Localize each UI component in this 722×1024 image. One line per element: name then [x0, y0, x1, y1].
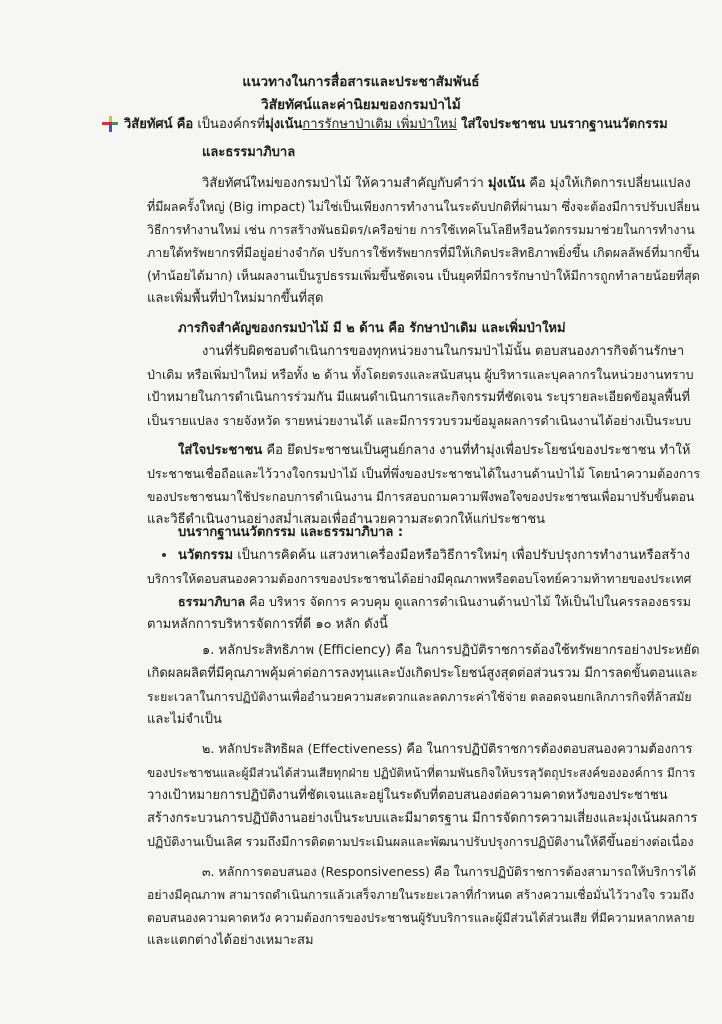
innovation-line: บริการให้ตอบสนองความต้องการของประชาชนได้อย่างมีคุณภาพหรือตอบโจทย์ความท้าทายของประเทศ	[147, 572, 692, 586]
principle-3-line: ๓. หลักการตอบสนอง (Responsiveness) คือ ในการปฏิบัติราชการต้องสามารถให้บริการได้	[202, 864, 697, 879]
vision-label: วิสัยทัศน์	[124, 117, 173, 132]
vision-para-line: ภายใต้ทรัพยากรที่มีอยู่อย่างจำกัด ปรับการใช้ทรัพยากรที่มีให้เกิดประสิทธิภาพยิ่งขึ้น เกิดผลลัพธ์ที่มากขึ้น	[147, 245, 700, 260]
vision-para-line: ที่มีผลครั้งใหญ่ (Big impact) ไม่ใช่เป็นเพียงการทำงานในระดับปกติที่ผ่านมา ซึ่งจะต้องมีการปรับเปลี่ยน	[147, 199, 700, 214]
mission-line: เป้าหมายในการดำเนินการร่วมกัน มีแผนดำเนินการและกิจกรรมที่ชัดเจน ระบุรายละเอียดข้อมูลพื้นที่	[147, 390, 690, 405]
principle-2-line: ของประชาชนและผู้มีส่วนได้ส่วนเสียทุกฝ่าย ปฏิบัติหน้าที่ตามพันธกิจให้บรรลุวัตถุประสงค์ขององค์การ มีการ	[147, 766, 696, 780]
innovation-text: เป็นการคิดค้น แสวงหาเครื่องมือหรือวิธีการใหม่ๆ เพื่อปรับปรุงการทำงานหรือสร้าง	[237, 548, 690, 563]
governance-first-line	[178, 594, 691, 610]
vision-line-2: และธรรมาภิบาล	[202, 145, 296, 160]
mission-line: งานที่รับผิดชอบดำเนินการของทุกหน่วยงานในกรมป่าไม้นั้น ตอบสนองภารกิจด้านรักษา	[202, 344, 685, 359]
mission-heading: ภารกิจสำคัญของกรมป่าไม้ มี ๒ ด้าน คือ รักษาป่าเดิม และเพิ่มป่าใหม่	[178, 321, 566, 336]
principle-3-line: และแตกต่างได้อย่างเหมาะสม	[147, 933, 314, 948]
principle-3-line: อย่างมีคุณภาพ สามารถดำเนินการแล้วเสร็จภายในระยะเวลาที่กำหนด สร้างความเชื่อมั่นไว้วางใจ รวมถึง	[147, 888, 695, 902]
vision-lead: เป็นองค์กรที่	[197, 117, 266, 132]
people-text: คือ ยึดประชาชนเป็นศูนย์กลาง งานที่ทำมุ่งเพื่อประโยชน์ของประชาชน ทำให้	[266, 443, 691, 458]
document-title-line-2: วิสัยทัศน์และค่านิยมของกรมป่าไม้	[261, 97, 461, 113]
people-label: ใส่ใจประชาชน	[178, 443, 263, 458]
vision-is-word: คือ	[176, 117, 194, 132]
vision-para-emphasis: มุ่งเน้น	[487, 176, 526, 191]
governance-text: คือ บริหาร จัดการ ควบคุม ดูแลการดำเนินงานด้านป่าไม้ ให้เป็นไปในครรลองธรรม	[249, 594, 691, 609]
innovation-first-line	[178, 548, 690, 564]
vision-para-line-1	[202, 176, 691, 192]
principle-1-line: และไม่จำเป็น	[147, 712, 222, 727]
innovation-label: นวัตกรรม	[178, 548, 234, 563]
principle-2-line: วางเป้าหมายการปฏิบัติงานที่ชัดเจนและอยู่ในระดับที่ตอบสนองต่อความคาดหวังของประชาชน	[147, 788, 668, 803]
governance-line: ตามหลักการบริหารจัดการที่ดี ๑๐ หลัก ดังนี้	[147, 617, 388, 632]
vision-rest: ใส่ใจประชาชน บนรากฐานนวัตกรรม	[461, 117, 668, 132]
vision-para-line: วิธีการทำงานใหม่ เช่น การสร้างพันธมิตร/เครือข่าย การใช้เทคโนโลยีหรือนวัตกรรมมาช่วยในการทำงาน	[147, 223, 695, 237]
people-line: ของประชาชนมาใช้ประกอบการดำเนินงาน มีการสอบถามความพึงพอใจของประชาชนเพื่อมาปรับขั้นตอน	[147, 490, 695, 504]
vision-underlined-text: การรักษาป่าเดิม เพิ่มป่าใหม่	[302, 117, 457, 132]
foundation-heading: บนรากฐานนวัตกรรม และธรรมาภิบาล :	[178, 525, 404, 540]
vision-para-text-end: คือ มุ่งให้เกิดการเปลี่ยนแปลง	[529, 176, 691, 191]
principle-1-line: ๑. หลักประสิทธิภาพ (Efficiency) คือ ในการปฏิบัติราชการต้องใช้ทรัพยากรอย่างประหยัด	[202, 643, 700, 658]
mission-line: ป่าเดิม หรือเพิ่มป่าใหม่ หรือทั้ง ๒ ด้าน ทั้งโดยตรงและสนับสนุน ผู้บริหารและบุคลากรในหน่วยงานทราบ	[147, 367, 694, 382]
vision-focus-word: มุ่งเน้น	[265, 117, 303, 132]
vision-para-text: วิสัยทัศน์ใหม่ของกรมป่าไม้ ให้ความสำคัญกับคำว่า	[202, 176, 484, 191]
people-line: ประชาชนเชื่อถือและไว้วางใจกรมป่าไม้ เป็นที่พึ่งของประชาชนได้ในงานด้านป่าไม้ โดยนำความต้องการ	[147, 466, 701, 481]
ink-dot	[162, 553, 166, 557]
principle-3-line: ตอบสนองความคาดหวัง ความต้องการของประชาชนผู้รับบริการและผู้มีส่วนได้ส่วนเสีย ที่มีความหลากหลาย	[147, 911, 695, 925]
mission-line: เป็นรายแปลง รายจังหวัด รายหน่วยงานได้ และมีการรวบรวมข้อมูลผลการดำเนินงานได้อย่างเป็นระบบ	[147, 413, 692, 428]
principle-1-line: ระยะเวลาในการปฏิบัติงานเพื่ออำนวยความสะดวกและลดภาระค่าใช้จ่าย ตลอดจนยกเลิกภารกิจที่ล้าสมัย	[147, 690, 692, 704]
people-first-line	[178, 443, 690, 459]
vision-para-line: และเพิ่มพื้นที่ป่าใหม่มากขึ้นที่สุด	[147, 291, 324, 306]
principle-2-line: สร้างกระบวนการปฏิบัติงานอย่างเป็นระบบและมีมาตรฐาน มีการจัดการความเสี่ยงและมุ่งเน้นผลการ	[147, 811, 698, 826]
vision-para-line: (ทำน้อยได้มาก) เห็นผลงานเป็นรูปธรรมเพิ่มขึ้นชัดเจน เป็นยุคที่มีการรักษาป่าให้มีการถูกทำลายน้อยที่สุด	[147, 268, 700, 283]
vision-line	[124, 117, 668, 133]
governance-label: ธรรมาภิบาล	[178, 594, 246, 609]
principle-2-line: ๒. หลักประสิทธิผล (Effectiveness) คือ ในการปฏิบัติราชการต้องตอบสนองความต้องการ	[202, 742, 693, 757]
colorful-bullet-icon	[101, 115, 119, 133]
principle-1-line: เกิดผลผลิตที่มีคุณภาพคุ้มค่าต่อการลงทุนและบังเกิดประโยชน์สูงสุดต่อส่วนรวม มีการลดขั้นตอนและ	[147, 666, 698, 681]
principle-2-line: ปฏิบัติงานเป็นเลิศ รวมถึงมีการติดตามประเมินผลและพัฒนาปรับปรุงการปฏิบัติงานให้ดีขึ้นอย่างต่อเนื่อง	[147, 834, 694, 849]
document-title-line-1: แนวทางในการสื่อสารและประชาสัมพันธ์	[242, 74, 480, 90]
people-line: และวิธีดำเนินงานอย่างสม่ำเสมอเพื่ออำนวยความสะดวกให้แก่ประชาชน	[147, 512, 546, 527]
